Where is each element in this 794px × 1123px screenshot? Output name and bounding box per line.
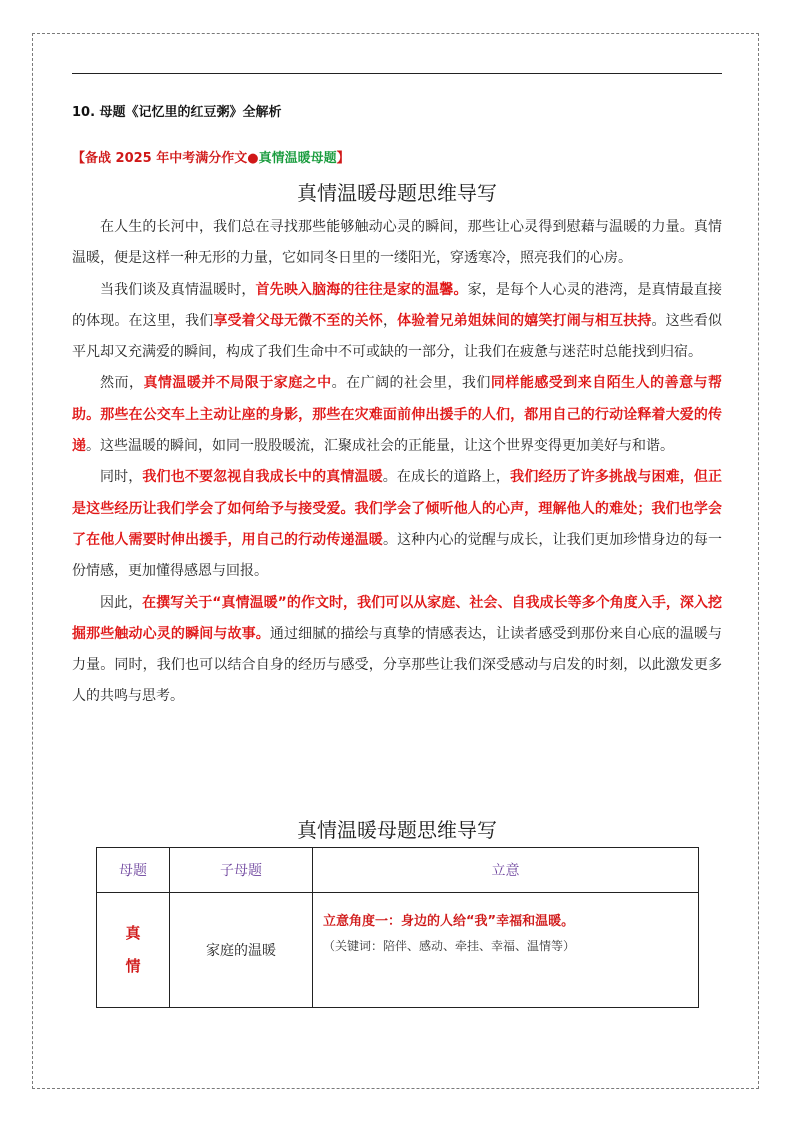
essay-body: [72, 212, 722, 713]
body-text: 因此，: [100, 594, 143, 611]
highlight-text: 我们经历了许多挑战与困难，但正是这些经历让我们学会了如何给予与接受爱。我们学会了倾听他人的心声，理解他人的难处；我们也学会了在他人需要时伸出援手，用自己的行动传递温暖: [72, 469, 723, 548]
highlight-text: 享受着父母无微不至的关怀: [213, 312, 383, 329]
highlight-text: 首先映入脑海的往往是家的温馨。: [255, 281, 468, 298]
body-text: 在人生的长河中，我们总在寻找那些能够触动心灵的瞬间，那些让心灵得到慰藉与温暖的力量。真情温暖，便是这样一种无形的力量，它如同冬日里的一缕阳光，穿透寒冷，照亮我们的心房。: [72, 219, 722, 267]
body-text: ，: [382, 312, 398, 329]
highlight-text: 我们也不要忽视自我成长中的真情温暖: [142, 469, 383, 486]
bullet-dot-icon: ●: [247, 151, 259, 166]
idea-cell: [313, 893, 699, 1008]
mother-char: 情: [125, 957, 141, 975]
table-header-row: [97, 848, 699, 893]
highlight-text: 同样能感受到来自陌生人的善意与帮助。那些在公交车上主动让座的身影，那些在灾难面前伸出援手的人们，都用自己的行动诠释着大爱的传递: [72, 375, 723, 455]
body-text: 通过细腻的描绘与真挚的情感表达，让读者感受到那份来自心底的温暖与力量。同时，我们也可以结合自身的经历与感受，分享那些让我们深受感动与启发的时刻，以此激发更多人的共鸣与思考。: [72, 625, 723, 705]
idea-keywords: （关键词：陪伴、感动、牵挂、幸福、温情等）: [323, 939, 576, 953]
body-text: 然而，: [100, 375, 144, 392]
table-row: [97, 893, 699, 1008]
mother-topic-cell: [97, 893, 170, 1008]
header-idea: 立意: [313, 848, 699, 893]
sub-topic-cell: 家庭的温暖: [170, 893, 313, 1008]
body-text: 当我们谈及真情温暖时，: [100, 281, 256, 298]
paragraph: [72, 462, 722, 587]
header-sub: 子母题: [170, 848, 313, 893]
paragraph: [72, 275, 722, 369]
highlight-text: 真情温暖并不局限于家庭之中: [143, 375, 332, 392]
header-mother: 母题: [97, 848, 170, 893]
main-title: 真情温暖母题思维导写: [297, 181, 497, 205]
tag-part1: 【备战 2025 年中考满分作文: [72, 151, 248, 166]
highlight-text: 体验着兄弟姐妹间的嬉笑打闹与相互扶持: [397, 312, 652, 329]
body-text: 。在广阔的社会里，我们: [331, 375, 491, 392]
highlight-text: 在撰写关于“真情温暖”的作文时，我们可以从家庭、社会、自我成长等多个角度入手，深入挖掘那些触动心灵的瞬间与故事。: [72, 594, 722, 642]
tag-part3: 】: [336, 151, 350, 166]
tag-part2: 真情温暖母题: [258, 151, 337, 166]
header-rule: [72, 73, 722, 74]
idea-title: 立意角度一：身边的人给“我”幸福和温暖。: [323, 914, 575, 929]
mother-char: 真: [125, 924, 141, 942]
body-text: 。这些看似平凡却又充满爱的瞬间，构成了我们生命中不可或缺的一部分，让我们在疲惫与迷茫时总能找到归宿。: [72, 312, 723, 361]
body-text: 。这种内心的觉醒与成长，让我们更加珍惜身边的每一份情感，更加懂得感恩与回报。: [72, 531, 723, 580]
paragraph: [72, 212, 722, 275]
section-heading: 10. 母题《记忆里的红豆粥》全解析: [72, 105, 282, 120]
paragraph: [72, 588, 722, 713]
body-text: 同时，: [100, 469, 143, 486]
body-text: 。在成长的道路上，: [382, 469, 511, 486]
body-text: 家，是每个人心灵的港湾，是真情最直接的体现。在这里，我们: [72, 281, 723, 329]
topic-table: [96, 847, 699, 1008]
body-text: 。这些温暖的瞬间，如同一股股暖流，汇聚成社会的正能量，让这个世界变得更加美好与和谐。: [86, 438, 674, 455]
table-title: 真情温暖母题思维导写: [297, 818, 497, 842]
topic-tag: [72, 147, 350, 166]
paragraph: [72, 368, 722, 462]
